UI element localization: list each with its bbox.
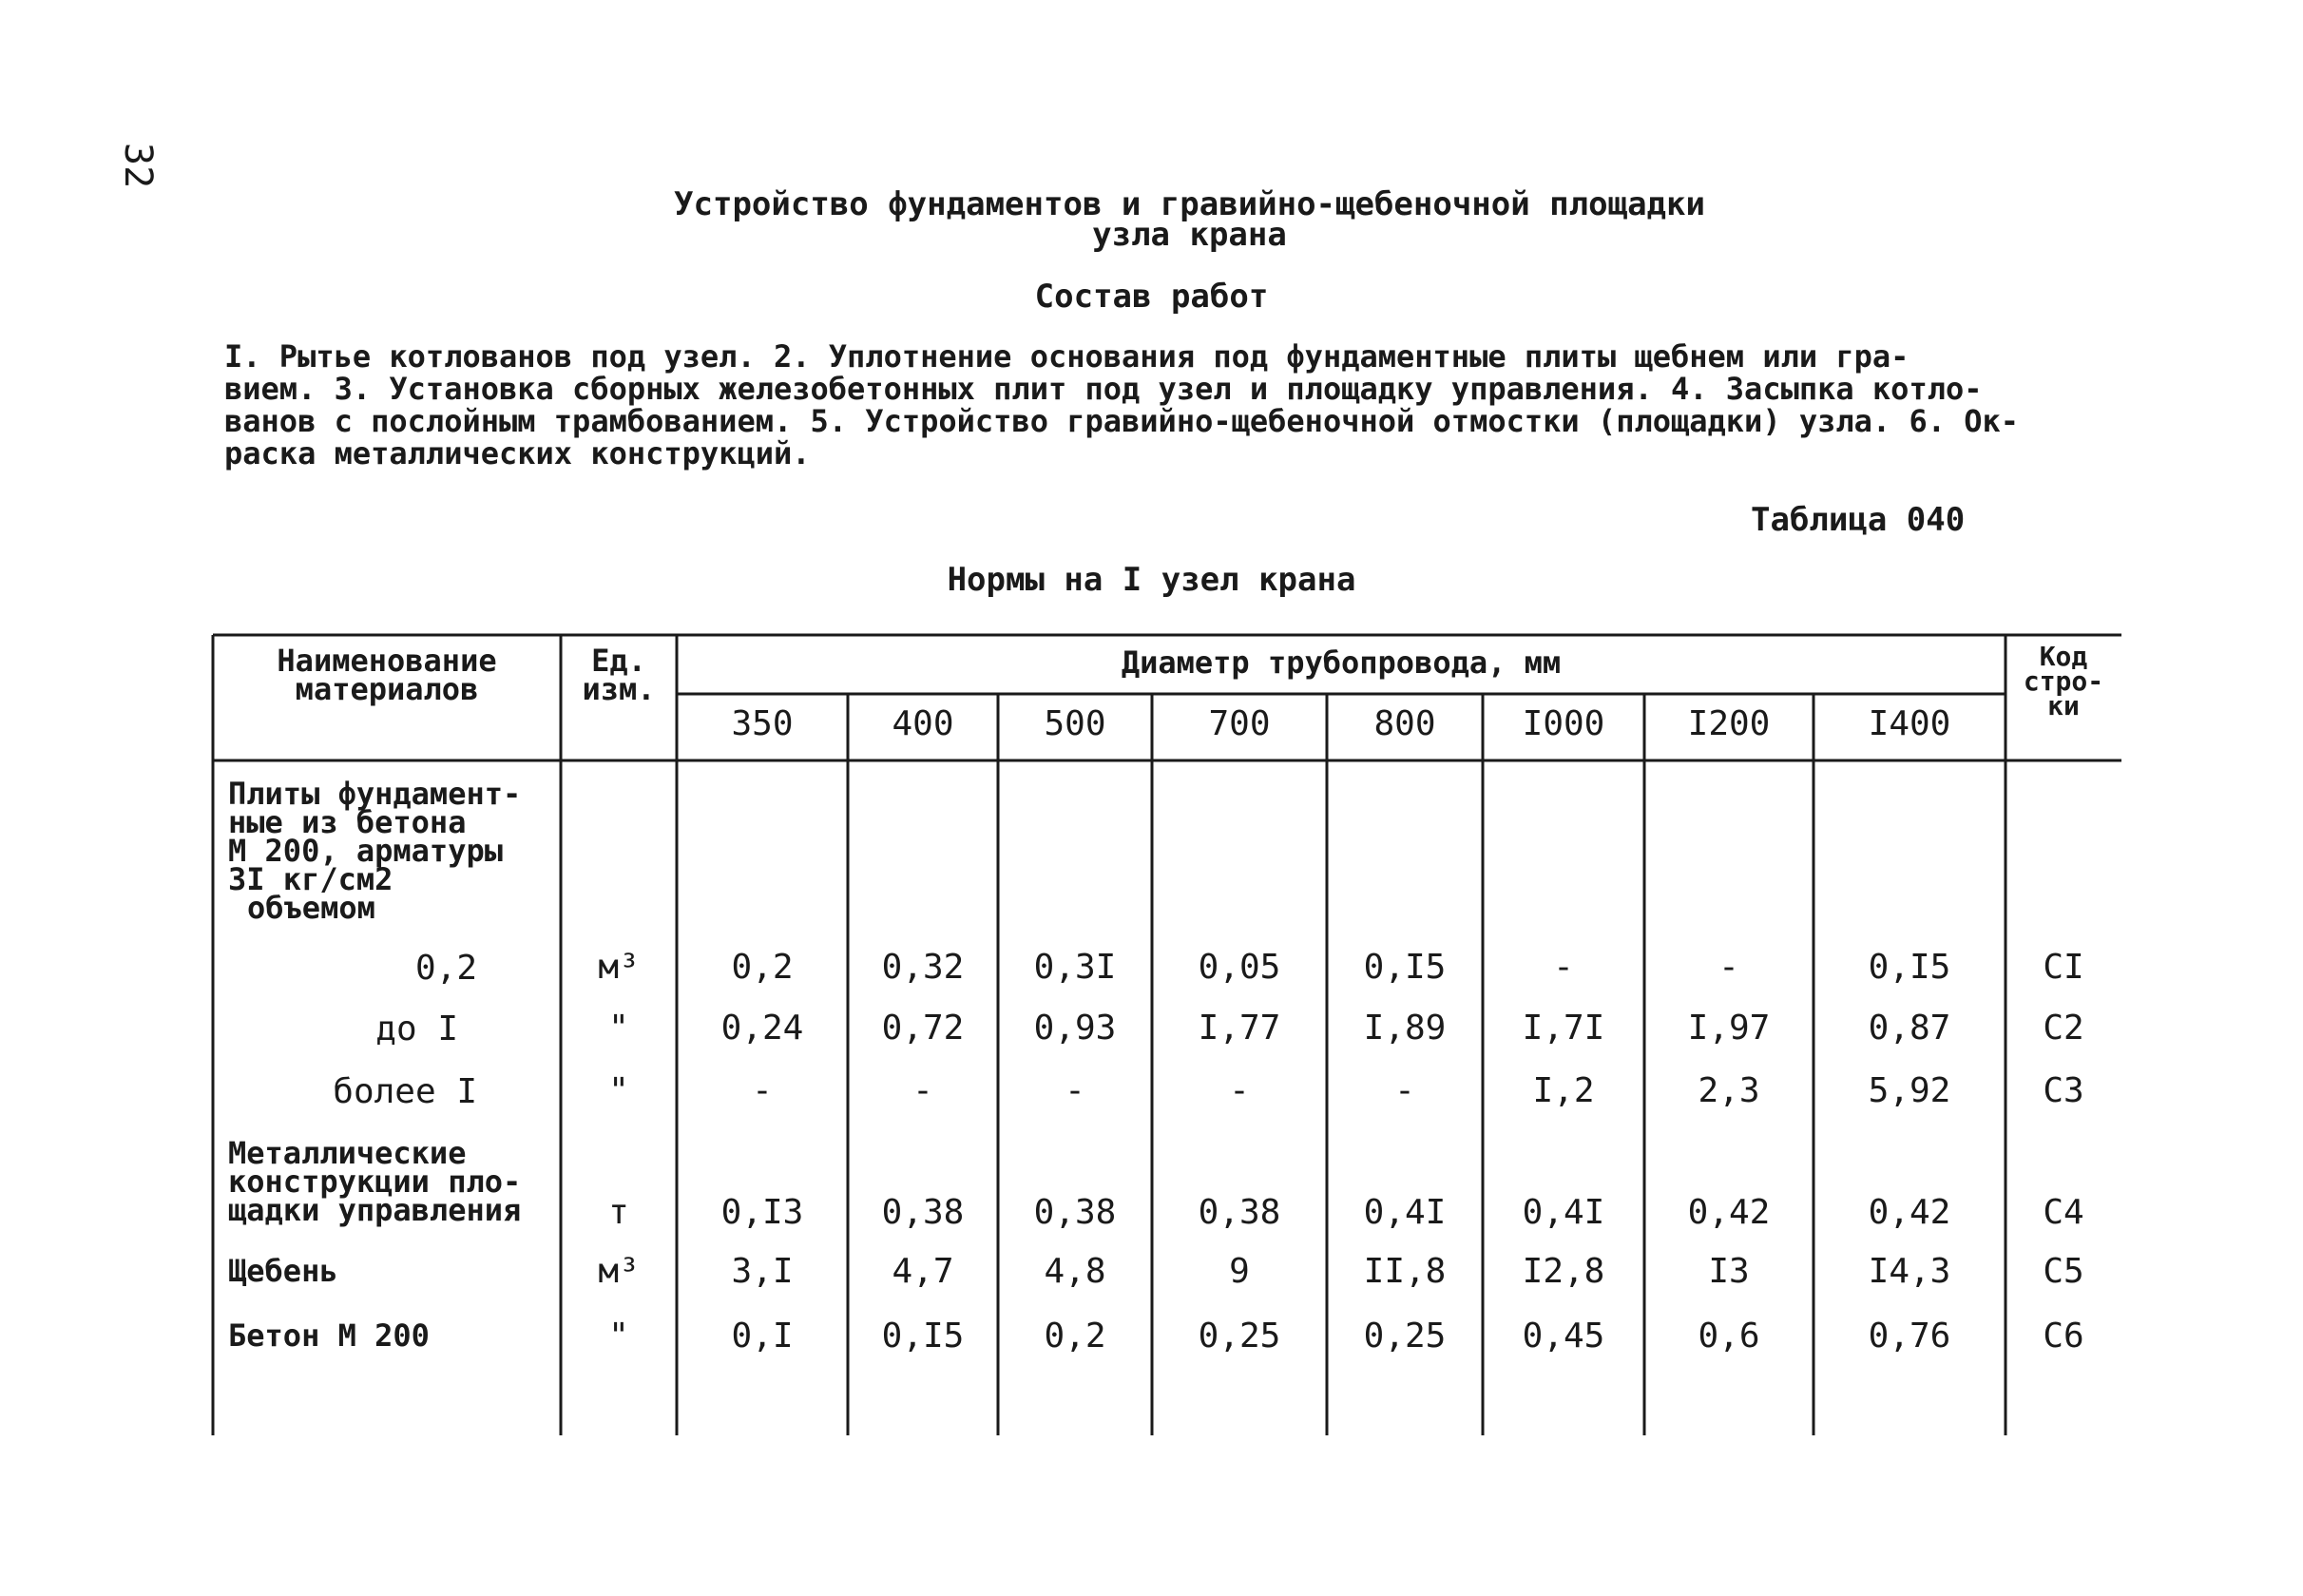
row-name: [228, 1135, 561, 1228]
row-value: I,7I: [1522, 1009, 1605, 1048]
row-value: 0,93: [1033, 1009, 1117, 1048]
row-value: 0,38: [1198, 1193, 1281, 1232]
row-name-line: Металлические: [228, 1135, 467, 1171]
header-name-line: материалов: [295, 671, 479, 707]
header-code-line: Код: [2039, 641, 2088, 672]
row-value: 0,2: [1044, 1317, 1106, 1356]
row-value: 0,76: [1868, 1317, 1951, 1356]
row-value: 0,I5: [1868, 948, 1951, 987]
header-diameter: I400: [1868, 704, 1951, 743]
row-value: 0,72: [881, 1009, 965, 1048]
header-diameter: 700: [1208, 704, 1271, 743]
subtitle: Состав работ: [1034, 278, 1269, 316]
row-code: C5: [2043, 1252, 2084, 1291]
group-name-line: Плиты фундамент-: [228, 776, 522, 812]
header-diameter: I200: [1687, 704, 1771, 743]
row-value: 2,3: [1698, 1071, 1760, 1110]
row-value: 0,25: [1198, 1317, 1281, 1356]
row-value: 0,I3: [720, 1193, 804, 1232]
row-value: 0,05: [1198, 948, 1281, 987]
row-value: 0,4I: [1522, 1193, 1605, 1232]
row-value: 5,92: [1868, 1071, 1951, 1110]
row-value: I,89: [1363, 1009, 1447, 1048]
header-code: [2007, 641, 2120, 721]
row-code: C2: [2043, 1009, 2084, 1048]
row-value: -: [1229, 1071, 1250, 1110]
description-line: вием. 3. Установка сборных железобетонных плит под узел и площадку управления. 4. Засыпка котло-: [224, 371, 1983, 407]
row-value: 0,I5: [1363, 948, 1447, 987]
row-unit: м³: [598, 948, 640, 987]
row-value: I,2: [1532, 1071, 1595, 1110]
row-code: C4: [2043, 1193, 2084, 1232]
header-diameter-group: Диаметр трубопровода, мм: [1121, 644, 1562, 681]
header-diameter: 800: [1373, 704, 1436, 743]
header-unit-line: Ед.: [591, 643, 646, 679]
row-code: CI: [2043, 948, 2084, 987]
row-name: более I: [333, 1072, 477, 1111]
row-value: 0,3I: [1033, 948, 1117, 987]
description-line: I. Рытье котлованов под узел. 2. Уплотнение основания под фундаментные плиты щебнем или гра-: [224, 338, 1910, 375]
table-number: Таблица 040: [1751, 501, 1966, 539]
row-value: I2,8: [1522, 1252, 1605, 1291]
row-value: I3: [1708, 1252, 1750, 1291]
row-value: 4,7: [892, 1252, 954, 1291]
row-value: 0,24: [720, 1009, 804, 1048]
row-name-line: щадки управления: [228, 1192, 522, 1228]
group-name-line: М 200, арматуры: [228, 833, 503, 869]
work-description: [224, 340, 2106, 470]
header-name: [215, 643, 559, 707]
row-value: 0,2: [731, 948, 794, 987]
row-code: C3: [2043, 1071, 2084, 1110]
row-value: 0,32: [881, 948, 965, 987]
row-value: -: [1553, 948, 1574, 987]
row-value: 0,25: [1363, 1317, 1447, 1356]
row-value: -: [1718, 948, 1739, 987]
header-unit: [563, 643, 675, 707]
page-number: 32: [116, 143, 160, 189]
header-name-line: Наименование: [277, 643, 497, 679]
row-value: I,97: [1687, 1009, 1771, 1048]
row-code: C6: [2043, 1317, 2084, 1356]
row-value: 9: [1229, 1252, 1250, 1291]
row-value: 0,38: [1033, 1193, 1117, 1232]
row-value: 0,42: [1687, 1193, 1771, 1232]
row-name: Бетон М 200: [228, 1317, 430, 1354]
header-diameter: 350: [731, 704, 794, 743]
row-unit: ": [608, 1071, 629, 1110]
row-value: I4,3: [1868, 1252, 1951, 1291]
row-value: 0,I: [731, 1317, 794, 1356]
row-value: 0,87: [1868, 1009, 1951, 1048]
row-value: -: [912, 1071, 933, 1110]
row-value: -: [1065, 1071, 1085, 1110]
row-value: 0,45: [1522, 1317, 1605, 1356]
row-unit: ": [608, 1009, 629, 1048]
row-value: 4,8: [1044, 1252, 1106, 1291]
header-code-line: ки: [2047, 690, 2080, 721]
row-unit: т: [608, 1193, 629, 1232]
row-name: Щебень: [228, 1253, 338, 1289]
row-value: -: [752, 1071, 773, 1110]
row-value: I,77: [1198, 1009, 1281, 1048]
header-code-line: стро-: [2023, 665, 2104, 697]
title-line-2: узла крана: [1092, 216, 1287, 254]
row-value: 0,42: [1868, 1193, 1951, 1232]
group-name-line: ные из бетона: [228, 804, 467, 840]
header-diameter: 500: [1044, 704, 1106, 743]
row-unit: ": [608, 1317, 629, 1356]
row-value: II,8: [1363, 1252, 1447, 1291]
header-diameter: 400: [892, 704, 954, 743]
header-diameter: I000: [1522, 704, 1605, 743]
row-value: 0,38: [881, 1193, 965, 1232]
row-name: 0,2: [414, 949, 477, 988]
row-value: 0,I5: [881, 1317, 965, 1356]
row-value: 0,6: [1698, 1317, 1760, 1356]
description-line: раска металлических конструкций.: [224, 435, 811, 471]
row-value: 3,I: [731, 1252, 794, 1291]
group-name-line: объемом: [247, 890, 375, 926]
title-line-1: Устройство фундаментов и гравийно-щебеночной площадки: [674, 185, 1705, 223]
group-name-line: 3I кг/см2: [228, 861, 393, 897]
row-name: до I: [375, 1010, 458, 1048]
description-line: ванов с послойным трамбованием. 5. Устройство гравийно-щебеночной отмостки (площадки) узла. 6. Ок-: [224, 403, 2020, 439]
header-unit-line: изм.: [582, 671, 656, 707]
group-name: [228, 776, 561, 926]
row-value: 0,4I: [1363, 1193, 1447, 1232]
row-unit: м³: [598, 1252, 640, 1291]
table-caption: Нормы на I узел крана: [947, 561, 1356, 599]
row-value: -: [1394, 1071, 1415, 1110]
row-name-line: конструкции пло-: [228, 1163, 522, 1200]
